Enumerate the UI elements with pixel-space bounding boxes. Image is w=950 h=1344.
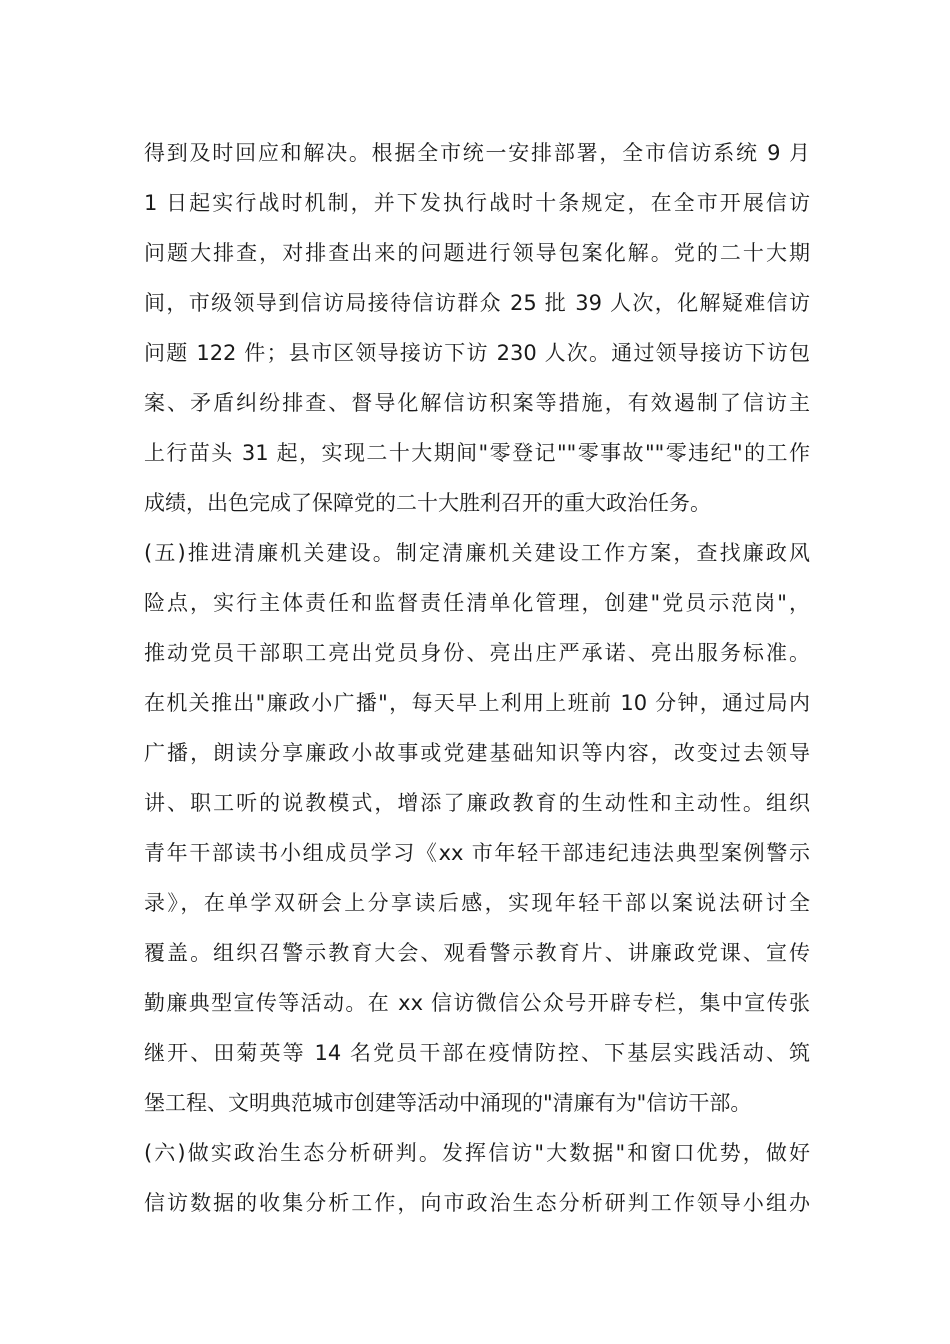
text-line-4: 间，市级领导到信访局接待信访群众 25 批 39 人次，化解疑难信访 xyxy=(144,291,810,315)
text-line-9: (五)推进清廉机关建设。制定清廉机关建设工作方案，查找廉政风 xyxy=(144,541,810,565)
text-line-14: 讲、职工听的说教模式，增添了廉政教育的生动性和主动性。组织 xyxy=(144,791,810,815)
text-line-19: 继开、田菊英等 14 名党员干部在疫情防控、下基层实践活动、筑 xyxy=(144,1041,810,1065)
text-line-8: 成绩，出色完成了保障党的二十大胜利召开的重大政治任务。 xyxy=(144,491,711,515)
text-line-11: 推动党员干部职工亮出党员身份、亮出庄严承诺、亮出服务标准。 xyxy=(144,641,810,665)
text-line-22: 信访数据的收集分析工作，向市政治生态分析研判工作领导小组办 xyxy=(144,1191,810,1215)
body-text xyxy=(144,128,810,1228)
text-line-12: 在机关推出"廉政小广播"，每天早上利用上班前 10 分钟，通过局内 xyxy=(144,691,810,715)
text-line-20: 堡工程、文明典范城市创建等活动中涌现的"清廉有为"信访干部。 xyxy=(144,1091,752,1115)
text-line-3: 问题大排查，对排查出来的问题进行领导包案化解。党的二十大期 xyxy=(144,241,810,265)
text-line-7: 上行苗头 31 起，实现二十大期间"零登记""零事故""零违纪"的工作 xyxy=(144,441,810,465)
text-line-18: 勤廉典型宣传等活动。在 xx 信访微信公众号开辟专栏，集中宣传张 xyxy=(144,991,810,1015)
text-line-13: 广播，朗读分享廉政小故事或党建基础知识等内容，改变过去领导 xyxy=(144,741,810,765)
text-line-17: 覆盖。组织召警示教育大会、观看警示教育片、讲廉政党课、宣传 xyxy=(144,941,810,965)
text-line-21: (六)做实政治生态分析研判。发挥信访"大数据"和窗口优势，做好 xyxy=(144,1141,810,1165)
text-line-2: 1 日起实行战时机制，并下发执行战时十条规定，在全市开展信访 xyxy=(144,191,810,215)
text-line-16: 录》，在单学双研会上分享读后感，实现年轻干部以案说法研讨全 xyxy=(144,891,810,915)
text-line-15: 青年干部读书小组成员学习《xx 市年轻干部违纪违法典型案例警示 xyxy=(144,841,810,865)
text-line-6: 案、矛盾纠纷排查、督导化解信访积案等措施，有效遏制了信访主 xyxy=(144,391,810,415)
text-line-1: 得到及时回应和解决。根据全市统一安排部署，全市信访系统 9 月 xyxy=(144,141,810,165)
text-line-5: 问题 122 件；县市区领导接访下访 230 人次。通过领导接访下访包 xyxy=(144,341,810,365)
text-line-10: 险点，实行主体责任和监督责任清单化管理，创建"党员示范岗"， xyxy=(144,591,810,615)
